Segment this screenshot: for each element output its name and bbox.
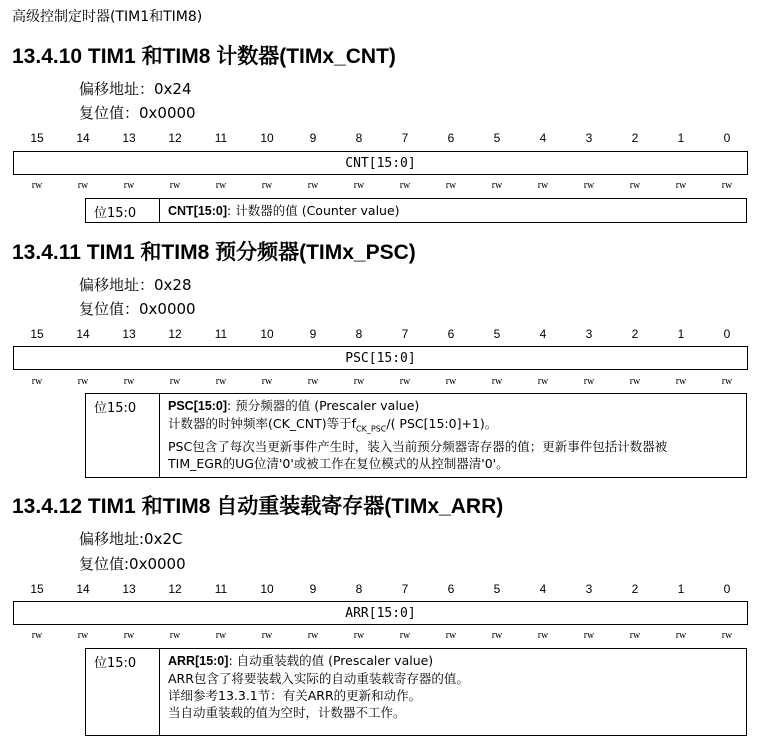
bit-number: 8 (355, 582, 363, 596)
bit-number: 15 (30, 582, 44, 596)
bit-number: 14 (76, 582, 90, 596)
bit-number: 8 (355, 131, 363, 145)
offset-address-psc: 偏移地址：0x28 (79, 276, 192, 294)
access-type-label: rw (491, 630, 503, 641)
description-line: PSC包含了每次当更新事件产生时，装入当前预分频器寄存器的值；更新事件包括计数器被 (168, 438, 668, 454)
bit-number: 5 (493, 582, 501, 596)
field-name: CNT[15:0] (168, 204, 228, 218)
bit-number: 14 (76, 327, 90, 341)
description-line: 详细参考13.3.1节：有关ARR的更新和动作。 (168, 688, 422, 703)
field-description-cell (160, 649, 746, 735)
access-type-label: rw (261, 376, 273, 387)
bit-number: 9 (309, 131, 317, 145)
bit-number: 7 (401, 327, 409, 341)
access-type-label: rw (123, 180, 135, 191)
clock-subscript: CK_PSC (356, 424, 387, 434)
section-title-cnt: 13.4.10 TIM1 和TIM8 计数器(TIMx_CNT) (12, 45, 396, 68)
bit-number: 11 (214, 131, 228, 145)
bit-number: 4 (539, 327, 547, 341)
register-field-cnt: CNT[15:0] (13, 151, 748, 175)
bit-number: 3 (585, 131, 593, 145)
bit-number: 0 (723, 582, 731, 596)
access-type-label: rw (491, 180, 503, 191)
field-description-cell (160, 199, 746, 222)
access-type-label: rw (399, 180, 411, 191)
description-line: 计数器的时钟频率(CK_CNT)等于$f_{CK\_PSC}/$( PSC[15:0]+1)。 (168, 416, 498, 434)
access-type-label: rw (307, 180, 319, 191)
bit-range-cell: 位15:0 (86, 199, 160, 222)
bit-number: 1 (677, 582, 685, 596)
bit-range-cell: 位15:0 (86, 394, 160, 477)
access-type-label: rw (491, 376, 503, 387)
document-header: 高级控制定时器(TIM1和TIM8) (12, 9, 203, 25)
reset-value-psc: 复位值：0x0000 (79, 300, 196, 318)
field-summary: : 预分频器的值 (Prescaler value) (227, 398, 420, 413)
access-type-label: rw (629, 376, 641, 387)
access-type-label: rw (583, 376, 595, 387)
access-type-label: rw (307, 376, 319, 387)
bit-number: 4 (539, 131, 547, 145)
description-line: ARR包含了将要装载入实际的自动重装载寄存器的值。 (168, 671, 469, 686)
bit-number: 13 (122, 327, 136, 341)
bit-number: 9 (309, 582, 317, 596)
access-type-label: rw (31, 376, 43, 387)
bit-number: 6 (447, 327, 455, 341)
access-type-label: rw (261, 180, 273, 191)
access-type-label: rw (307, 630, 319, 641)
field-summary: : 自动重装载的值 (Prescaler value) (228, 653, 434, 668)
access-type-label: rw (353, 630, 365, 641)
reset-value-arr: 复位值:0x0000 (79, 555, 186, 573)
bit-number-row-arr (14, 582, 750, 598)
access-type-label: rw (721, 630, 733, 641)
bit-number: 11 (214, 582, 228, 596)
access-type-label: rw (583, 630, 595, 641)
bit-number: 12 (168, 131, 182, 145)
access-type-label: rw (675, 180, 687, 191)
access-row-cnt (14, 180, 750, 196)
field-description-table-cnt (85, 198, 747, 223)
section-title-psc: 13.4.11 TIM1 和TIM8 预分频器(TIMx_PSC) (12, 241, 416, 264)
access-type-label: rw (169, 376, 181, 387)
access-type-label: rw (31, 630, 43, 641)
bit-number: 0 (723, 327, 731, 341)
bit-number: 14 (76, 131, 90, 145)
bit-number: 2 (631, 327, 639, 341)
bit-number: 12 (168, 327, 182, 341)
access-type-label: rw (77, 630, 89, 641)
access-row-arr (14, 630, 750, 646)
description-line: TIM_EGR的UG位清'0'或被工作在复位模式的从控制器清'0'。 (168, 455, 509, 471)
access-type-label: rw (721, 376, 733, 387)
bit-number: 4 (539, 582, 547, 596)
access-type-label: rw (261, 630, 273, 641)
register-field-arr: ARR[15:0] (13, 601, 748, 625)
access-type-label: rw (215, 376, 227, 387)
access-type-label: rw (353, 180, 365, 191)
access-type-label: rw (215, 630, 227, 641)
bit-number-row-cnt (14, 131, 750, 147)
access-type-label: rw (445, 630, 457, 641)
access-type-label: rw (583, 180, 595, 191)
bit-number: 15 (30, 327, 44, 341)
access-type-label: rw (675, 376, 687, 387)
access-type-label: rw (629, 180, 641, 191)
field-name: ARR[15:0] (168, 654, 229, 668)
access-type-label: rw (77, 180, 89, 191)
bit-number: 6 (447, 131, 455, 145)
bit-number: 10 (260, 582, 274, 596)
field-description-table-psc (85, 393, 747, 478)
bit-number: 15 (30, 131, 44, 145)
access-type-label: rw (77, 376, 89, 387)
bit-range-cell: 位15:0 (86, 649, 160, 735)
bit-number: 1 (677, 327, 685, 341)
access-type-label: rw (537, 630, 549, 641)
access-type-label: rw (169, 180, 181, 191)
offset-address-cnt: 偏移地址：0x24 (79, 80, 192, 98)
access-type-label: rw (399, 376, 411, 387)
bit-number: 6 (447, 582, 455, 596)
field-name: PSC[15:0] (168, 399, 228, 413)
bit-number: 3 (585, 582, 593, 596)
access-type-label: rw (537, 376, 549, 387)
access-type-label: rw (721, 180, 733, 191)
access-type-label: rw (399, 630, 411, 641)
bit-number-row-psc (14, 327, 750, 343)
bit-number: 13 (122, 582, 136, 596)
bit-number: 1 (677, 131, 685, 145)
access-type-label: rw (675, 630, 687, 641)
offset-address-arr: 偏移地址:0x2C (79, 530, 183, 548)
bit-number: 3 (585, 327, 593, 341)
field-description-table-arr (85, 648, 747, 736)
access-type-label: rw (445, 376, 457, 387)
bit-number: 11 (214, 327, 228, 341)
bit-number: 8 (355, 327, 363, 341)
access-type-label: rw (537, 180, 549, 191)
access-type-label: rw (31, 180, 43, 191)
access-type-label: rw (123, 376, 135, 387)
bit-number: 10 (260, 131, 274, 145)
bit-number: 7 (401, 131, 409, 145)
access-type-label: rw (353, 376, 365, 387)
access-type-label: rw (445, 180, 457, 191)
field-description-cell (160, 394, 746, 477)
bit-number: 2 (631, 582, 639, 596)
bit-number: 13 (122, 131, 136, 145)
bit-number: 0 (723, 131, 731, 145)
access-type-label: rw (629, 630, 641, 641)
bit-number: 7 (401, 582, 409, 596)
bit-number: 9 (309, 327, 317, 341)
field-summary: : 计数器的值 (Counter value) (227, 203, 400, 218)
access-type-label: rw (123, 630, 135, 641)
bit-number: 2 (631, 131, 639, 145)
section-title-arr: 13.4.12 TIM1 和TIM8 自动重装载寄存器(TIMx_ARR) (12, 495, 504, 518)
access-row-psc (14, 376, 750, 392)
register-field-psc: PSC[15:0] (13, 346, 748, 370)
bit-number: 5 (493, 327, 501, 341)
access-type-label: rw (169, 630, 181, 641)
bit-number: 5 (493, 131, 501, 145)
reset-value-cnt: 复位值：0x0000 (79, 104, 196, 122)
bit-number: 10 (260, 327, 274, 341)
access-type-label: rw (215, 180, 227, 191)
description-line: 当自动重装载的值为空时，计数器不工作。 (168, 705, 406, 720)
bit-number: 12 (168, 582, 182, 596)
